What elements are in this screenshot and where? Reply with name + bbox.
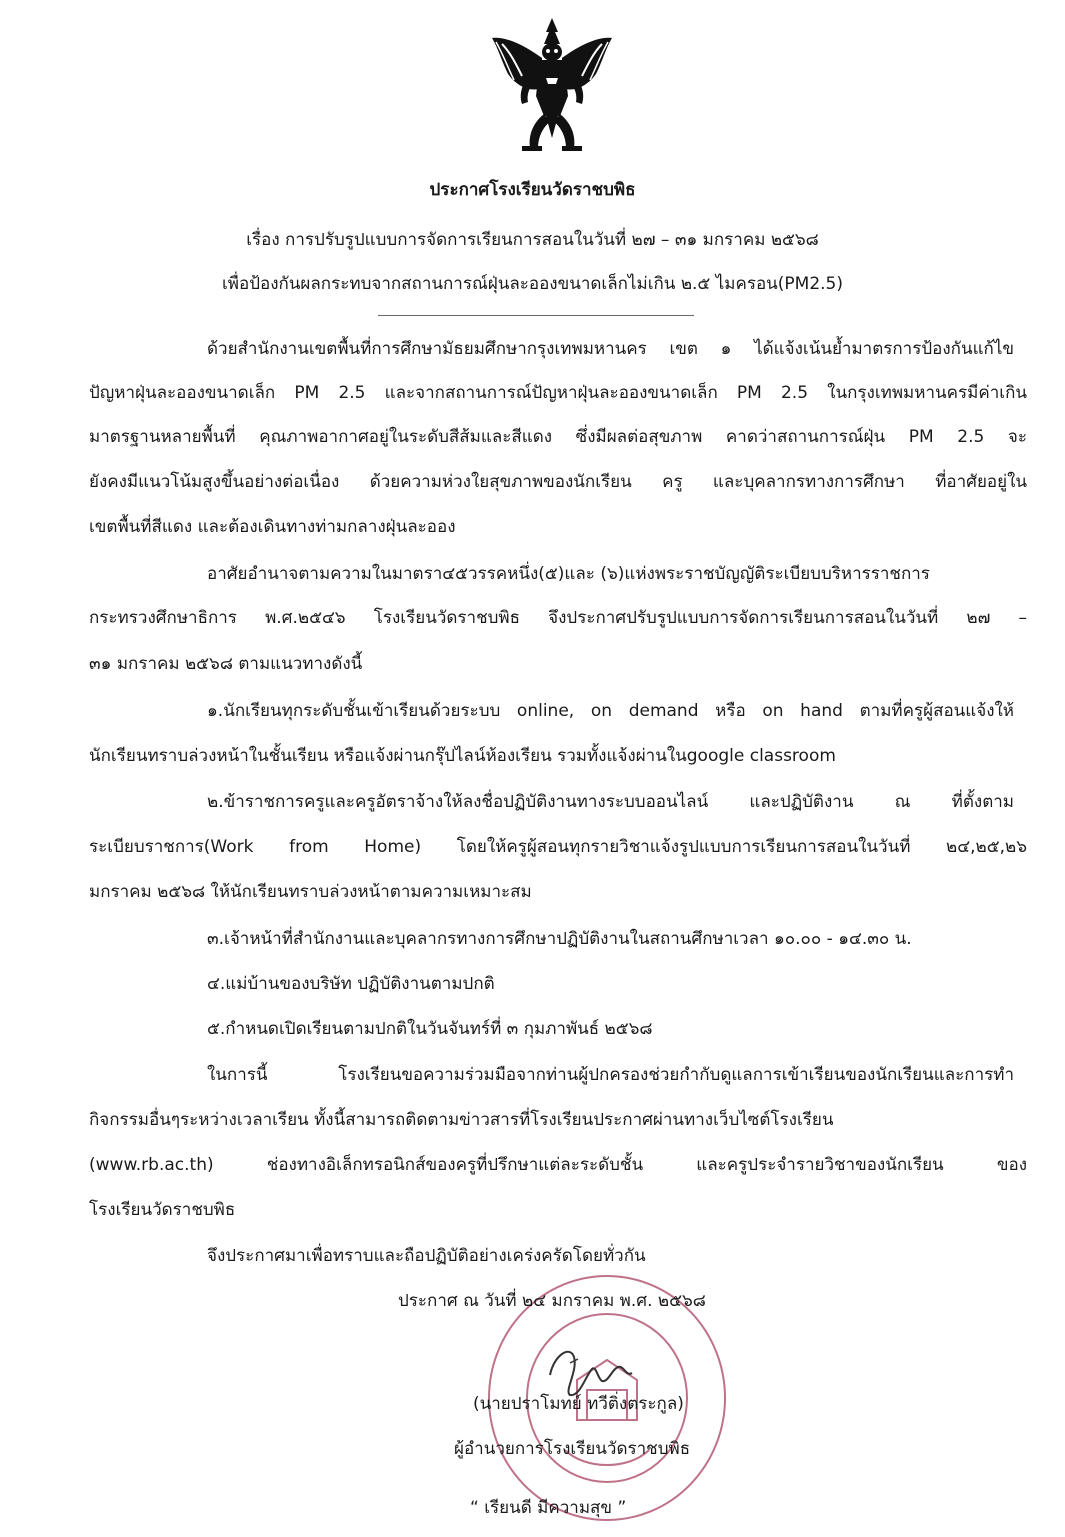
paragraph-line: ๓๑ มกราคม ๒๕๖๘ ตามแนวทางดังนี้: [89, 654, 363, 674]
paragraph-line: กิจกรรมอื่นๆระหว่างเวลาเรียน ทั้งนี้สามารถติดตามข่าวสารที่โรงเรียนประกาศผ่านทางเว็บไซต์โรงเรียน: [89, 1110, 834, 1130]
list-item: ๔.แม่บ้านของบริษัท ปฏิบัติงานตามปกติ: [207, 974, 495, 994]
signatory-name: (นายปราโมทย์ ทวีติ่งตระกูล): [473, 1394, 684, 1414]
paragraph-line: กระทรวงศึกษาธิการ พ.ศ.๒๕๔๖ โรงเรียนวัดราชบพิธ จึงประกาศปรับรูปแบบการจัดการเรียนการสอนในวันที่ ๒๗ –: [89, 608, 1027, 628]
garuda-emblem-icon: [488, 18, 616, 153]
paragraph-line: ยังคงมีแนวโน้มสูงขึ้นอย่างต่อเนื่อง ด้วยความห่วงใยสุขภาพของนักเรียน ครู และบุคลากรทางการศึกษา ที่อาศัยอยู่ใน: [89, 472, 1027, 492]
paragraph-line: ปัญหาฝุ่นละอองขนาดเล็ก PM 2.5 และจากสถานการณ์ปัญหาฝุ่นละอองขนาดเล็ก PM 2.5 ในกรุงเทพมหานครมีค่าเกิน: [89, 383, 1027, 403]
closing-statement: จึงประกาศมาเพื่อทราบและถือปฏิบัติอย่างเคร่งครัดโดยทั่วกัน: [207, 1246, 646, 1266]
announcement-date: ประกาศ ณ วันที่ ๒๔ มกราคม พ.ศ. ๒๕๖๘: [398, 1291, 706, 1311]
announcement-subject-line2: เพื่อป้องกันผลกระทบจากสถานการณ์ฝุ่นละอองขนาดเล็กไม่เกิน ๒.๕ ไมครอน(PM2.5): [221, 274, 844, 294]
list-item-line: ระเบียบราชการ(Work from Home) โดยให้ครูผู้สอนทุกรายวิชาแจ้งรูปแบบการเรียนการสอนในวันที่ ๒๔,๒๕,๒๖: [89, 837, 1027, 857]
announcement-subject: เรื่อง การปรับรูปแบบการจัดการเรียนการสอนในวันที่ ๒๗ – ๓๑ มกราคม ๒๕๖๘: [246, 230, 819, 250]
list-item: ๑.นักเรียนทุกระดับชั้นเข้าเรียนด้วยระบบ online, on demand หรือ on hand ตามที่ครูผู้สอนแจ้งให้: [207, 701, 1014, 721]
paragraph-line: อาศัยอำนาจตามความในมาตรา๔๕วรรคหนึ่ง(๕)และ (๖)แห่งพระราชบัญญัติระเบียบบริหารราชการ: [207, 564, 930, 584]
list-item-line: มกราคม ๒๕๖๘ ให้นักเรียนทราบล่วงหน้าตามความเหมาะสม: [89, 882, 532, 902]
paragraph-line: (www.rb.ac.th) ช่องทางอิเล็กทรอนิกส์ของครูที่ปรึกษาแต่ละระดับชั้น และครูประจำรายวิชาของนักเรียน ของ: [89, 1155, 1027, 1175]
paragraph-line: ในการนี้ โรงเรียนขอความร่วมมือจากท่านผู้ปกครองช่วยกำกับดูแลการเข้าเรียนของนักเรียนและการทำ: [207, 1065, 1014, 1085]
announcement-title: ประกาศโรงเรียนวัดราชบพิธ: [429, 180, 636, 200]
list-item-line: นักเรียนทราบล่วงหน้าในชั้นเรียน หรือแจ้งผ่านกรุ๊ปไลน์ห้องเรียน รวมทั้งแจ้งผ่านในgoogle classroom: [89, 746, 836, 766]
paragraph-line: โรงเรียนวัดราชบพิธ: [89, 1200, 236, 1220]
list-item: ๒.ข้าราชการครูและครูอัตราจ้างให้ลงชื่อปฏิบัติงานทางระบบออนไลน์ และปฏิบัติงาน ณ ที่ตั้งตาม: [207, 792, 1014, 812]
paragraph-line: ด้วยสำนักงานเขตพื้นที่การศึกษามัธยมศึกษากรุงเทพมหานคร เขต ๑ ได้แจ้งเน้นย้ำมาตรการป้องกันแก้ไข: [207, 339, 1014, 359]
signatory-position: ผู้อำนวยการโรงเรียนวัดราชบพิธ: [454, 1439, 691, 1459]
paragraph-line: มาตรฐานหลายพื้นที่ คุณภาพอากาศอยู่ในระดับสีส้มและสีแดง ซึ่งมีผลต่อสุขภาพ คาดว่าสถานการณ์ฝุ่น PM 2.5 จะ: [89, 427, 1027, 447]
list-item: ๕.กำหนดเปิดเรียนตามปกติในวันจันทร์ที่ ๓ กุมภาพันธ์ ๒๕๖๘: [207, 1019, 653, 1039]
list-item: ๓.เจ้าหน้าที่สำนักงานและบุคลากรทางการศึกษาปฏิบัติงานในสถานศึกษาเวลา ๑๐.๐๐ - ๑๔.๓๐ น.: [207, 929, 912, 949]
paragraph-line: เขตพื้นที่สีแดง และต้องเดินทางท่ามกลางฝุ่นละออง: [89, 517, 456, 537]
title-divider: [378, 315, 694, 316]
school-motto: “ เรียนดี มีความสุข ”: [470, 1498, 627, 1518]
